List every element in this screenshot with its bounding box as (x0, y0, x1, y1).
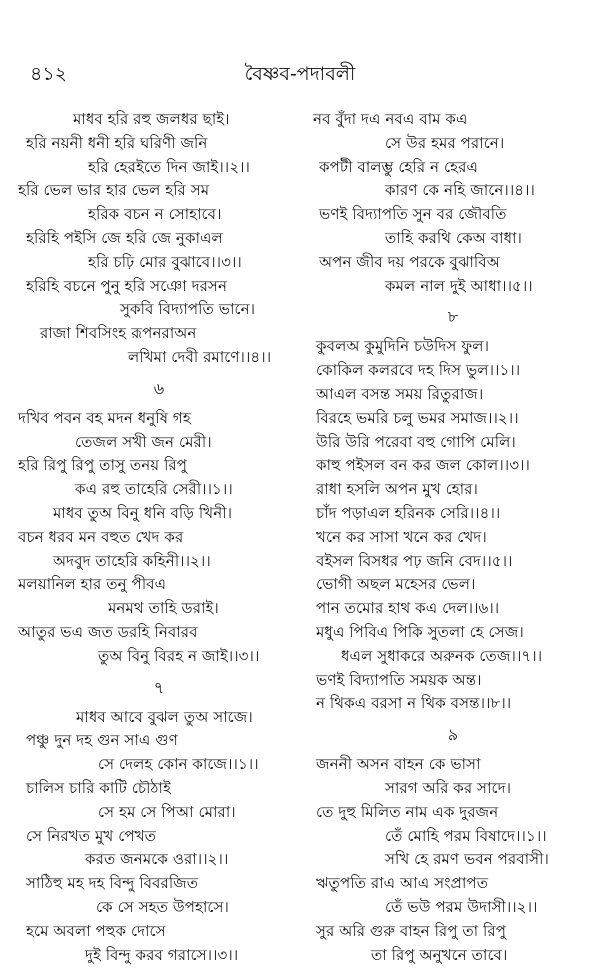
verse-line: তুঅ বিনু বিরহ ন জাই।।৩।। (98, 646, 260, 665)
poem-number: ৭ (153, 677, 165, 697)
verse-line: অদবুদ তাহেরি কহিনী।।২।। (53, 551, 211, 570)
verse-line: কারণ কে নহি জানে।।৪।। (385, 181, 535, 200)
verse-line: তে দুহু মিলিত নাম এক দুরজন (316, 802, 499, 821)
verse-line: সে নিরখত মুখ পেখত (26, 826, 157, 845)
verse-line: সারগ অরি কর সাদে। (385, 778, 512, 797)
verse-line: সখি হে রমণ ভবন পরবাসী। (385, 850, 549, 869)
verse-line: কপটী বালম্ভু হেরি ন হেরএ (319, 157, 478, 176)
verse-line: পান তমোর হাথ কএ দেল।।৬।। (316, 599, 500, 618)
verse-line: ন থিকএ বরসা ন থিক বসন্ত।।৮।। (316, 694, 512, 713)
poem-number: ৬ (153, 378, 165, 398)
verse-line: চাঁদ পড়াএল হরিনক সেরি।।৪।। (316, 503, 501, 522)
verse-line: সুর অরি গুরু বাহন রিপু তা রিপু (316, 921, 507, 940)
verse-line: বিরহে ভমরি চলু ভমর সমাজ।।২।। (316, 408, 519, 427)
verse-line: দুই বিন্দু করব গরাসে।।৩।। (85, 945, 239, 964)
verse-line: বচন ধরব মন বহুত খেদ কর (18, 527, 184, 546)
verse-line: অপন জীব দয় পরকে বুঝাবিঅ (319, 252, 500, 271)
verse-line: চালিস চারি কাটি চৌঠাই (26, 778, 171, 797)
verse-line: কমল নাল দুই আধা।।৫।। (385, 276, 533, 295)
verse-line: সে উর হমর পরানে। (385, 133, 505, 152)
verse-line: দখিব পবন বহ মদন ধনুষি গহ (18, 408, 191, 427)
verse-line: হরিহি বচনে পুনু হরি সঞো দরসন (26, 276, 228, 295)
verse-line: মাধব তুঅ বিনু ধনি বড়ি খিনী। (53, 503, 233, 522)
verse-line: মলয়ানিল হার তনু পীবএ (18, 575, 167, 594)
verse-line: রাধা হসলি অপন মুখ হোর। (316, 480, 478, 499)
verse-line: সে দেলহ কোন কাজে।।১।। (98, 755, 259, 774)
poem-number: ৮ (447, 307, 459, 327)
verse-line: মাধব হরি রহু জলধর ছাই। (73, 110, 230, 128)
verse-line: হরিক বচন ন সোহাবে। (88, 205, 222, 224)
verse-line: মাধব আবে বুঝল তুঅ সাজে। (76, 707, 253, 726)
verse-line: তেঁ ভউ পরম উদাসী।।২।। (385, 897, 538, 916)
verse-line: হরিহি পইসি জে হরি জে নুকাএল (26, 228, 223, 247)
verse-line: করত জনমকে ওরা।।২।। (85, 850, 229, 869)
verse-line: কাহু পইসল বন কর জল কোল।।৩।। (316, 456, 530, 475)
verse-line: ধএল সুধাকরে অরুনক তেজ।।৭।। (341, 646, 543, 665)
verse-line: হরি নয়নী ধনী হরি ঘরিণী জনি (26, 133, 208, 152)
verse-line: ভোগী অছল মহেসর ভেল। (316, 575, 476, 594)
verse-line: কে সে সহত উপহাসে। (96, 897, 229, 916)
verse-line: মধুএ পিবিএ পিকি সুতলা হে সেজ। (316, 622, 524, 641)
verse-line: আএল বসন্ত সময় রিতুরাজ। (316, 384, 484, 403)
verse-line: তেজল সখী জন মেরী। (75, 432, 212, 451)
verse-line: তা রিপু অনুখনে তাবে। (371, 945, 508, 964)
verse-line: সুকবি বিদ্যাপতি ভানে। (120, 300, 256, 319)
verse-line: হরি হেরইতে দিন জাই।।২।। (88, 157, 250, 176)
verse-line: কোকিল কলরবে দহ দিস ভুল।।১।। (316, 361, 521, 380)
verse-line: আতুর ভএ জত ডরহি নিবারব (18, 622, 198, 641)
right-column (313, 108, 593, 967)
verse-line: সে হম সে পিআ মোরা। (98, 802, 236, 821)
poem-number: ৯ (447, 725, 459, 745)
verse-line: উরি উরি পরেবা বহু গোপি মেলি। (316, 432, 516, 451)
verse-line: মনমথ তাহি ডরাই। (108, 599, 219, 618)
running-head: বৈষ্ণব-পদাবলী (244, 63, 356, 85)
verse-line: জননী অসন বাহন কে ভাসা (316, 755, 481, 774)
verse-line: কএ রহু তাহেরি সেরী।।১।। (75, 480, 233, 499)
verse-line: হরি ভেল ভার হার ভেল হরি সম (18, 181, 210, 200)
verse-line: তাহি করথি কেঅ বাধা। (385, 228, 522, 247)
verse-line: লখিমা দেবী রমাণে।।৪।। (128, 347, 272, 366)
verse-line: ভণই বিদ্যাপতি সুন বর জৌবতি (319, 205, 507, 224)
verse-line: হরি রিপু রিপু তাসু তনয় রিপু (18, 456, 188, 475)
verse-line: ঋতুপতি রাএ আএ সংপ্রাপত (316, 874, 489, 893)
page-number: ৪১২ (30, 63, 68, 85)
left-column (18, 108, 300, 967)
verse-line: বইসল বিসধর পঢ় জনি বেদ।।৫।। (316, 551, 513, 570)
verse-line: রাজা শিবসিংহ রূপনরাঅন (40, 324, 197, 343)
verse-line: খনে কর সাসা খনে কর খেদ। (316, 527, 487, 546)
verse-line: সাঠিহু মহ দহ বিন্দু বিবরজিত (26, 874, 199, 893)
verse-line: হরি চঢ়ি মোর বুঝাবে।।৩।। (88, 252, 242, 271)
verse-line: হমে অবলা পহুক দোসে (26, 921, 166, 940)
verse-line: কুবলঅ কুমুদিনি চউদিস ফুল। (316, 337, 490, 356)
verse-line: নব বুঁদা দএ নবএ বাম কএ (313, 110, 468, 128)
verse-line: ভণই বিদ্যাপতি সময়ক অন্ত। (316, 670, 482, 689)
verse-line: পঞ্চু দুন দহ গুন সাএ গুণ (26, 731, 178, 750)
verse-line: তেঁ মোহি পরম বিষাদে।।১।। (385, 826, 547, 845)
